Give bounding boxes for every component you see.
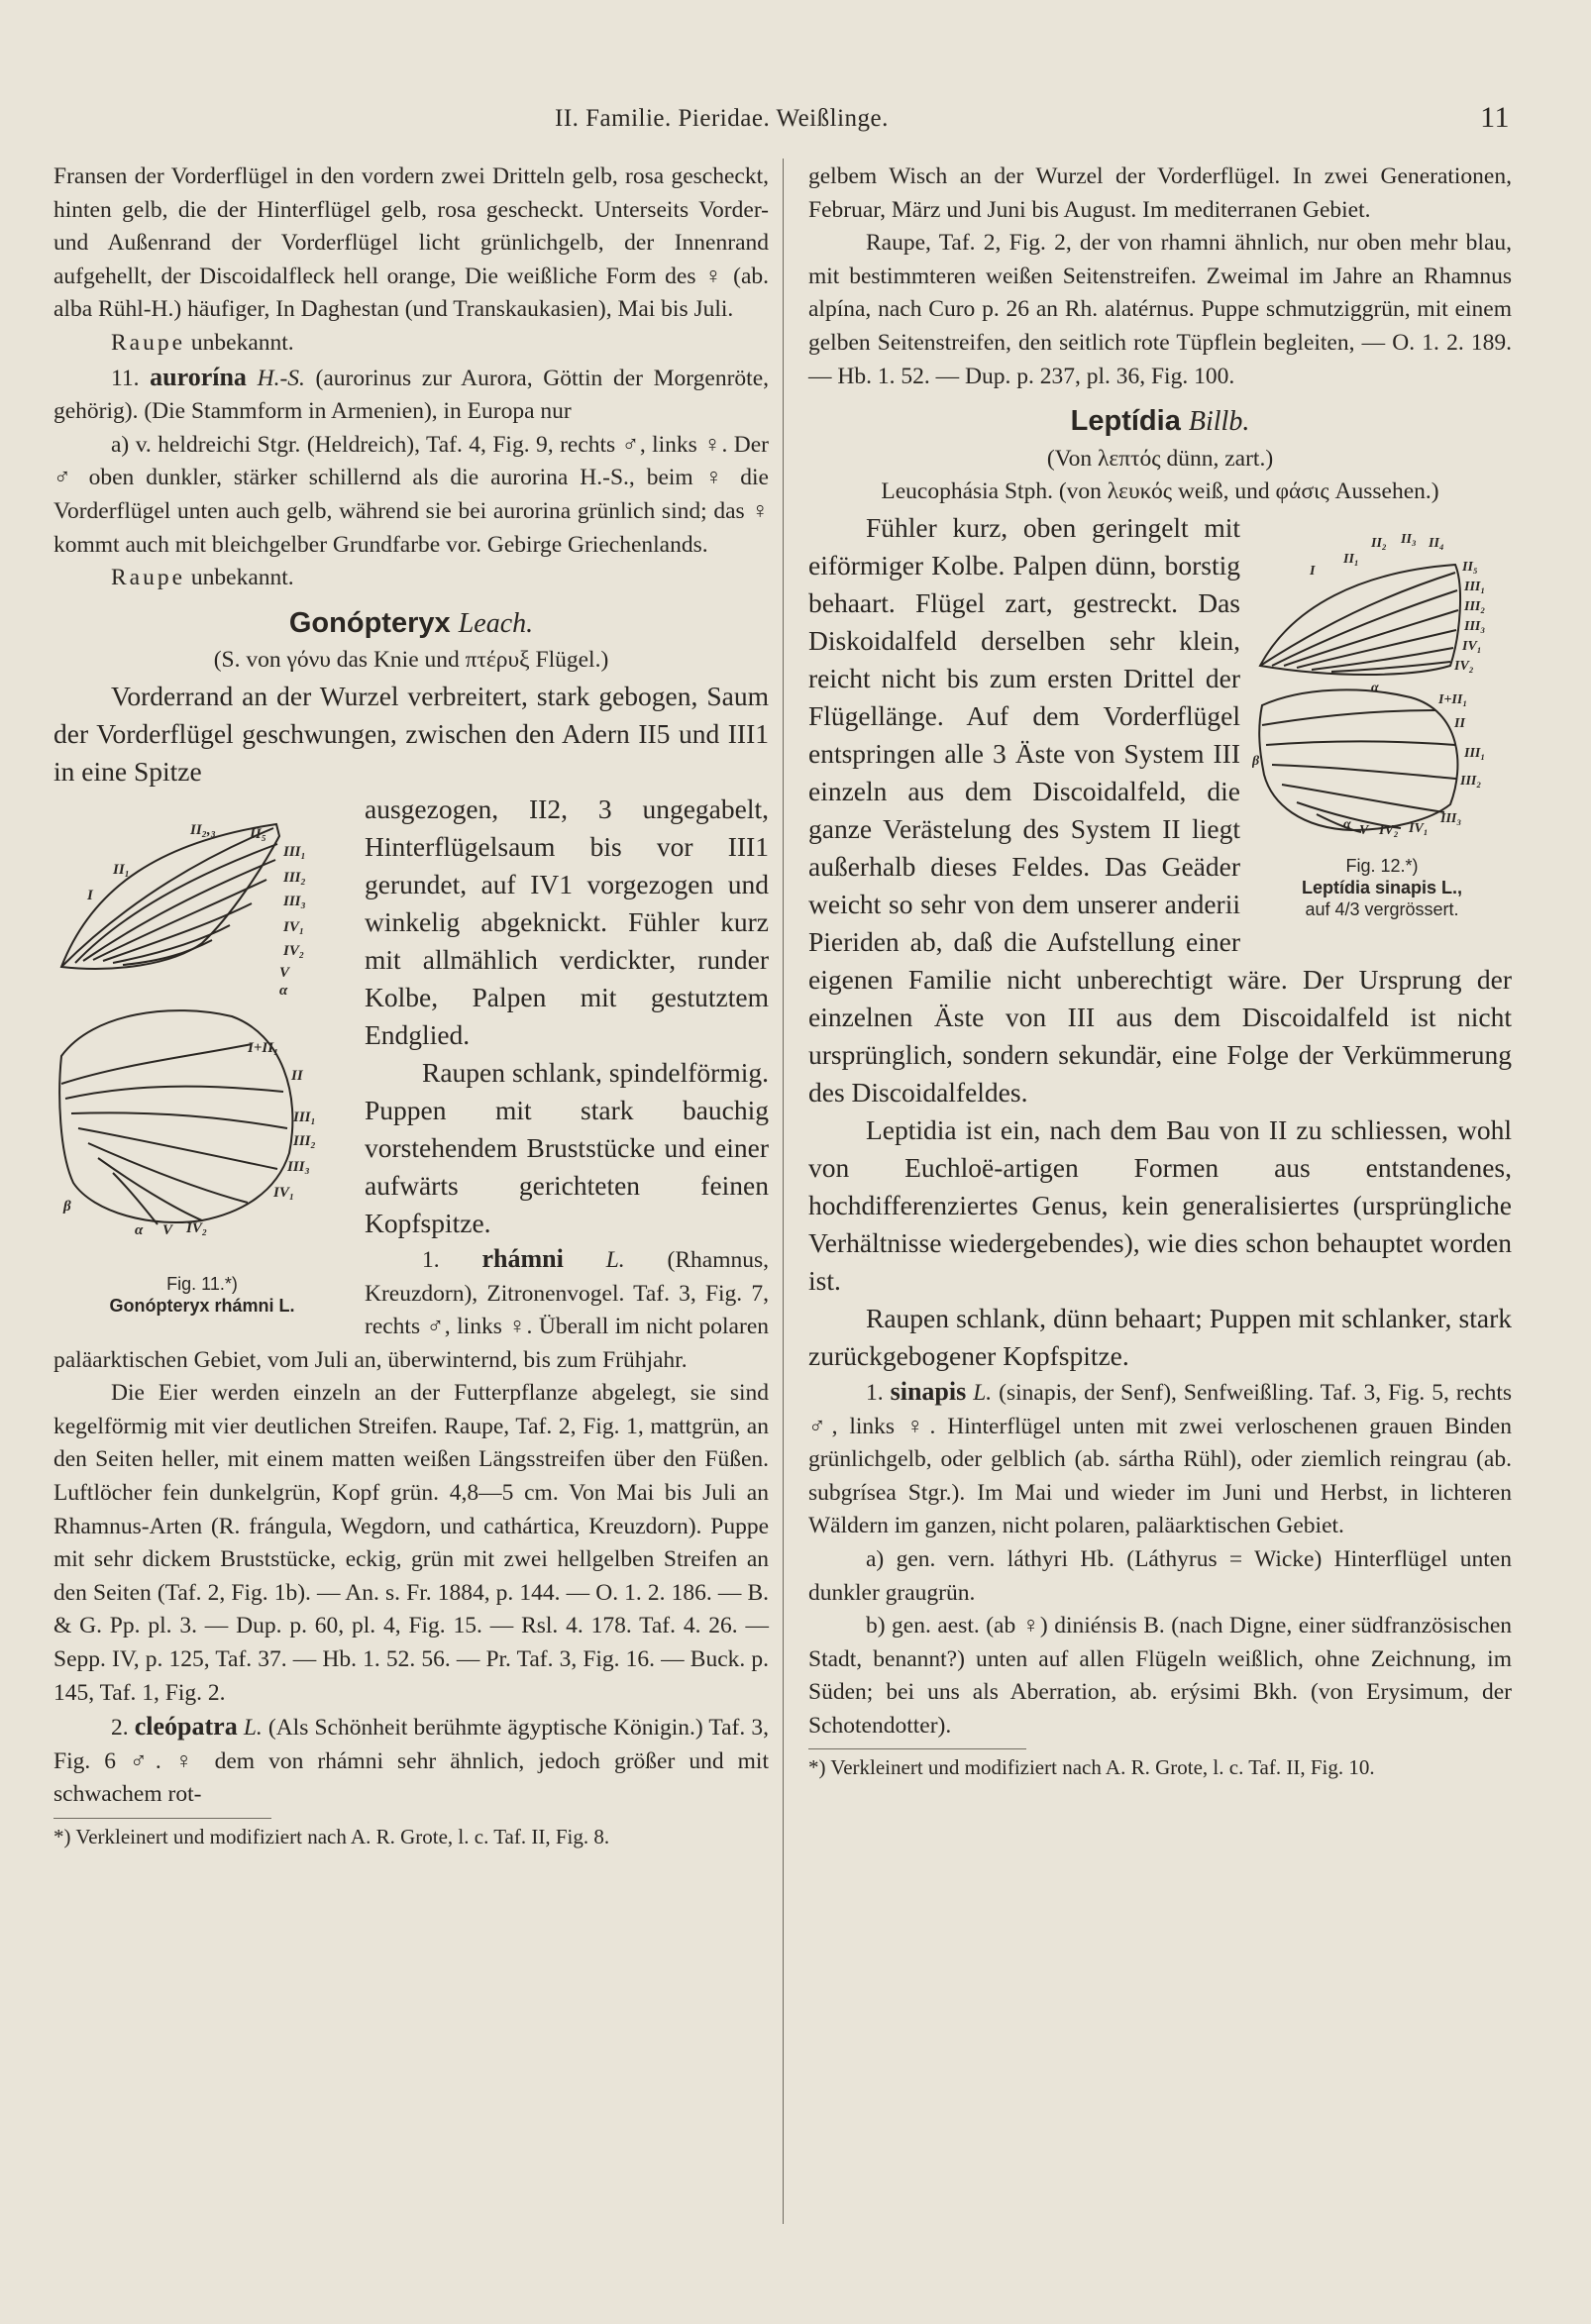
figure-number: Fig. 11.*) bbox=[166, 1273, 238, 1294]
svg-text:V: V bbox=[162, 1221, 173, 1238]
genus-heading bbox=[808, 405, 1512, 439]
genus-author: Billb. bbox=[1188, 406, 1250, 438]
left-column bbox=[53, 160, 769, 1851]
svg-text:IV₂: IV₂ bbox=[1454, 658, 1474, 674]
svg-text:II: II bbox=[1454, 715, 1465, 731]
svg-text:IV₁: IV₁ bbox=[273, 1184, 295, 1201]
svg-text:III₂: III₂ bbox=[293, 1132, 316, 1149]
species-text: (sinapis, der Senf), Senfweißling. Taf. 3, Fig. 5, rechts ♂, links ♀. Hinterflügel unten mit zwei verloschenen grauen Binden grünlichgelb, oder gelblich (ab. sártha Rühl), oder ziemlich reingrau (ab. subgrísea Stgr.). Im Mai und wieder im Juni und Herbst, in lichteren Wäldern im ganzen, nicht polaren, paläarktischen Gebiet. bbox=[808, 1379, 1513, 1539]
variety-heldreichi: a) v. heldreichi Stgr. (Heldreich), Taf. 4, Fig. 9, rechts ♂, links ♀. Der ♂ oben dunkler, stärker schillernd als die aurorina H.-S., beim ♀ die Vorderflügel unten auch gelb, während sie bei aurorina grünlich sind; das ♀ kommt auch mit bleichgelber Grundfarbe vor. Gebirge Griechenlands. bbox=[53, 431, 769, 558]
svg-text:II₄: II₄ bbox=[1429, 535, 1444, 551]
genus-author: Leach. bbox=[458, 607, 534, 639]
species-name: rhámni bbox=[481, 1243, 564, 1273]
form-lathyri: a) gen. vern. láthyri Hb. (Láthyrus = Wicke) Hinterflügel unten dunkler graugrün. bbox=[808, 1545, 1512, 1606]
svg-text:II₃: II₃ bbox=[1401, 531, 1417, 547]
svg-text:IV₂: IV₂ bbox=[186, 1219, 208, 1236]
svg-text:β: β bbox=[1252, 753, 1260, 769]
running-title: II. Familie. Pieridae. Weißlinge. bbox=[555, 105, 889, 132]
genus-name: Gonópteryx bbox=[288, 606, 451, 639]
species-rhamni-eggs: Die Eier werden einzeln an der Futterpflanze abgelegt, sie sind kegelförmig mit vier deutlichen Streifen. Raupe, Taf. 2, Fig. 1, mattgrün, an den Seiten heller, mit einem matten weißen Längsstreifen über den Füßen. Luftlöcher fein dunkelgrün, Kopf grün. 4,8—5 cm. Von Mai bis Juli an Rhamnus-Arten (R. frángula, Wegdorn, und cathártica, Kreuzdorn). Puppe mit sehr dickem Bruststücke, eckig, grün mit zwei hellgelben Streifen an den Seiten (Taf. 2, Fig. 1b). — An. s. Fr. 1884, p. 144. — O. 1. 2. 186. — B. & G. Pp. pl. 3. — Dup. p. 60, pl. 4, Fig. 15. — Rsl. 4. 178. Taf. 4. 26. — Sepp. IV, p. 125, Taf. 37. — Hb. 1. 52. 56. — Pr. Taf. 3, Fig. 16. — Buck. p. 145, Taf. 1, Fig. 2. bbox=[53, 1380, 769, 1706]
wing-venation-diagram bbox=[1252, 517, 1512, 844]
figure-11-caption bbox=[53, 1273, 351, 1317]
raupe-paragraph bbox=[53, 327, 769, 361]
footnote: *) Verkleinert und modifiziert nach A. R. Grote, l. c. Taf. II, Fig. 10. bbox=[808, 1755, 1375, 1780]
footnote-rule bbox=[808, 1748, 1026, 1749]
genus-heading bbox=[53, 607, 769, 641]
species-author: L. bbox=[605, 1246, 625, 1273]
svg-text:III₃: III₃ bbox=[287, 1158, 310, 1175]
raupe-paragraph bbox=[53, 562, 769, 595]
svg-text:I+II₁: I+II₁ bbox=[1438, 691, 1468, 707]
svg-text:α: α bbox=[1371, 680, 1379, 695]
genus-raupen: Raupen schlank, spindelförmig. Puppen mit stark bauchig vorstehendem Bruststücke und einer aufwärts gerichteten feinen Kopfspitze. bbox=[365, 1056, 769, 1238]
genus-raupen: Raupen schlank, dünn behaart; Puppen mit schlanker, stark zurückgebogener Kopfspitze. bbox=[808, 1302, 1512, 1371]
svg-text:II₂,₃: II₂,₃ bbox=[190, 821, 216, 838]
running-head bbox=[0, 101, 1591, 141]
species-aurorina bbox=[53, 361, 769, 429]
wing-venation-diagram bbox=[53, 796, 351, 1262]
genus-etymology: (Von λεπτός dünn, zart.) bbox=[1046, 445, 1274, 472]
genus-description: Fühler kurz, oben geringelt mit eiförmiger Kolbe. Palpen dünn, borstig behaart. Flügel zart, gestreckt. Das Diskoidalfeld derselben sehr klein, reicht nicht bis zum ersten Drittel der Flügellänge. Auf dem Vorderflügel entspringen alle 3 Äste von System III einzeln aus dem Discoidalfeld, die ganze Verästelung des System II liegt außerhalb dieses Feldes. Das Geäder weicht so sehr von dem unserer anderii Pieriden ab, daß die Aufstellung einer eigenen Familie nicht unberechtigt wäre. Der Ursprung der einzelnen Äste von III aus dem Discoidalfeld ist nicht ursprünglich, sondern sekundär, eine Folge der Verkümmerung des Discoidalfeldes. bbox=[808, 511, 1512, 1108]
footnote-rule bbox=[53, 1818, 271, 1819]
genus-description-cont: ausgezogen, II2, 3 ungegabelt, Hinterflügelsaum bis vor III1 gerundet, auf IV1 vorgezogen und winkelig abgeknickt. Fühler kurz mit allmählich verdickter, runder Kolbe, Palpen mit gestutztem Endglied. bbox=[365, 792, 769, 1050]
form-diniensis: b) gen. aest. (ab ♀) diniénsis B. (nach Digne, einer südfranzösischen Stadt, benannt?) unten auf allen Flügeln weißlich, ohne Zeichnung, im Süden; bei uns als Aberration, ab. erýsimi Bkh. (von Erysimum, der Schotendotter). bbox=[808, 1613, 1512, 1739]
column-divider bbox=[783, 158, 784, 2224]
svg-text:α: α bbox=[135, 1221, 144, 1238]
svg-text:II₁: II₁ bbox=[1343, 551, 1359, 567]
species-cleopatra bbox=[53, 1710, 769, 1812]
svg-text:V: V bbox=[1359, 822, 1369, 838]
genus-description: Vorderrand an der Wurzel verbreitert, stark gebogen, Saum der Vorderflügel geschwungen, zwischen den Adern II5 und III1 in eine Spitze bbox=[53, 680, 769, 787]
svg-text:III₂: III₂ bbox=[283, 869, 306, 886]
raupe-label: Raupe bbox=[111, 329, 186, 356]
svg-text:III₃: III₃ bbox=[1440, 810, 1462, 826]
svg-text:α: α bbox=[1343, 816, 1351, 832]
svg-text:V: V bbox=[279, 964, 290, 981]
species-author: H.-S. bbox=[257, 365, 305, 391]
genus-name: Leptídia bbox=[1070, 405, 1181, 438]
svg-text:III₁: III₁ bbox=[293, 1109, 316, 1125]
raupe-text: unbekannt. bbox=[185, 565, 294, 591]
svg-text:II₂: II₂ bbox=[1371, 535, 1387, 551]
species-text: (Als Schönheit berühmte ägyptische Königin.) Taf. 3, Fig. 6 ♂. ♀ dem von rhámni sehr ähnlich, jedoch größer und mit schwachem rot- bbox=[53, 1715, 769, 1808]
svg-text:I: I bbox=[1310, 563, 1316, 579]
paragraph: Fransen der Vorderflügel in den vordern zwei Dritteln gelb, rosa gescheckt, hinten gelb, die der Hinterflügel gelb, rosa gescheckt. Unterseits Vorder- und Außenrand der Vorderflügel licht grünlichgelb, der Innenrand aufgehellt, der Discoidalfleck hell orange, Die weißliche Form des ♀ (ab. alba Rühl-H.) häufiger, In Daghestan (und Transkaukasien), Mai bis Juli. bbox=[53, 163, 769, 323]
figure-12 bbox=[1252, 517, 1512, 920]
species-number: 2. bbox=[111, 1715, 135, 1742]
figure-species: Leptídia sinapis L., bbox=[1301, 877, 1463, 898]
svg-text:α: α bbox=[279, 982, 288, 999]
figure-number: Fig. 12.*) bbox=[1345, 855, 1419, 876]
svg-text:IV₁: IV₁ bbox=[1409, 820, 1429, 836]
figure-12-caption bbox=[1252, 855, 1512, 920]
species-text: (Rhamnus, Kreuzdorn), Zitronenvogel. Taf. 3, Fig. 7, rechts ♂, links ♀. Überall im nicht polaren paläarktischen Gebiet, vom Juli an, überwinternd, bis zum Frühjahr. bbox=[53, 1246, 770, 1373]
svg-text:II₅: II₅ bbox=[1462, 559, 1478, 575]
species-author: L. bbox=[973, 1379, 993, 1406]
svg-text:β: β bbox=[63, 1198, 71, 1215]
svg-text:III₂: III₂ bbox=[1460, 773, 1482, 789]
svg-text:I+II₁: I+II₁ bbox=[248, 1039, 279, 1056]
svg-text:I: I bbox=[87, 887, 93, 903]
svg-text:II₅: II₅ bbox=[250, 825, 266, 842]
svg-text:IV₁: IV₁ bbox=[283, 918, 305, 935]
genus-etymology: (S. von γόνυ das Knie und πτέρυξ Flügel.) bbox=[213, 647, 609, 674]
figure-species: Gonópteryx rhámni L. bbox=[109, 1295, 295, 1316]
right-column bbox=[808, 160, 1512, 1782]
footnote: *) Verkleinert und modifiziert nach A. R. Grote, l. c. Taf. II, Fig. 8. bbox=[53, 1825, 610, 1849]
svg-text:III₃: III₃ bbox=[1464, 618, 1486, 634]
svg-text:IV₂: IV₂ bbox=[283, 942, 305, 959]
genus-synonym: Leucophásia Stph. (von λευκός weiß, und φάσις Aussehen.) bbox=[881, 478, 1439, 505]
page-number: 11 bbox=[1480, 101, 1510, 134]
species-sinapis bbox=[808, 1375, 1512, 1543]
svg-text:II: II bbox=[291, 1067, 303, 1084]
svg-text:IV₁: IV₁ bbox=[1462, 638, 1482, 654]
species-name: aurorína bbox=[150, 362, 247, 391]
svg-text:III₁: III₁ bbox=[1464, 745, 1486, 761]
genus-discussion: Leptidia ist ein, nach dem Bau von II zu schliessen, wohl von Euchloë-artigen Formen aus entstandenes, hochdifferenziertes Genus, kein generalisiertes (ursprüngliche Verhältnisse wiedergebendes), wie dies schon behauptet worden ist. bbox=[808, 1113, 1512, 1296]
svg-text:III₁: III₁ bbox=[283, 843, 306, 860]
svg-text:II₁: II₁ bbox=[113, 861, 130, 878]
svg-text:IV₂: IV₂ bbox=[1379, 822, 1399, 838]
species-text: (aurorinus zur Aurora, Göttin der Morgenröte, gehörig). (Die Stammform in Armenien), in Europa nur bbox=[53, 365, 769, 425]
species-name: sinapis bbox=[890, 1376, 967, 1406]
figure-scale: auf 4/3 vergrössert. bbox=[1305, 898, 1459, 919]
species-number: 1. bbox=[866, 1379, 891, 1406]
figure-11 bbox=[53, 796, 351, 1317]
species-author: L. bbox=[243, 1715, 263, 1742]
svg-text:III₁: III₁ bbox=[1464, 579, 1486, 594]
species-number: 11. bbox=[111, 365, 151, 391]
svg-text:III₂: III₂ bbox=[1464, 598, 1486, 614]
species-number: 1. bbox=[422, 1246, 482, 1273]
raupe-text: unbekannt. bbox=[185, 329, 294, 356]
svg-text:III₃: III₃ bbox=[283, 893, 306, 909]
paragraph: gelbem Wisch an der Wurzel der Vorderflügel. In zwei Generationen, Februar, März und Juni bis August. Im mediterranen Gebiet. bbox=[808, 163, 1512, 223]
species-name: cleópatra bbox=[134, 1712, 238, 1742]
raupe-paragraph: Raupe, Taf. 2, Fig. 2, der von rhamni ähnlich, nur oben mehr blau, mit bestimmteren weißen Seitenstreifen. Zweimal im Jahre an Rhamnus alpína, nach Curo p. 26 an Rh. alatérnus. Puppe schmutziggrün, mit einem gelben Seitenstreifen, den seitlich rote Tüpflein begleiten, — O. 1. 2. 189. — Hb. 1. 52. — Dup. p. 237, pl. 36, Fig. 100. bbox=[808, 230, 1512, 389]
raupe-label: Raupe bbox=[111, 565, 186, 591]
